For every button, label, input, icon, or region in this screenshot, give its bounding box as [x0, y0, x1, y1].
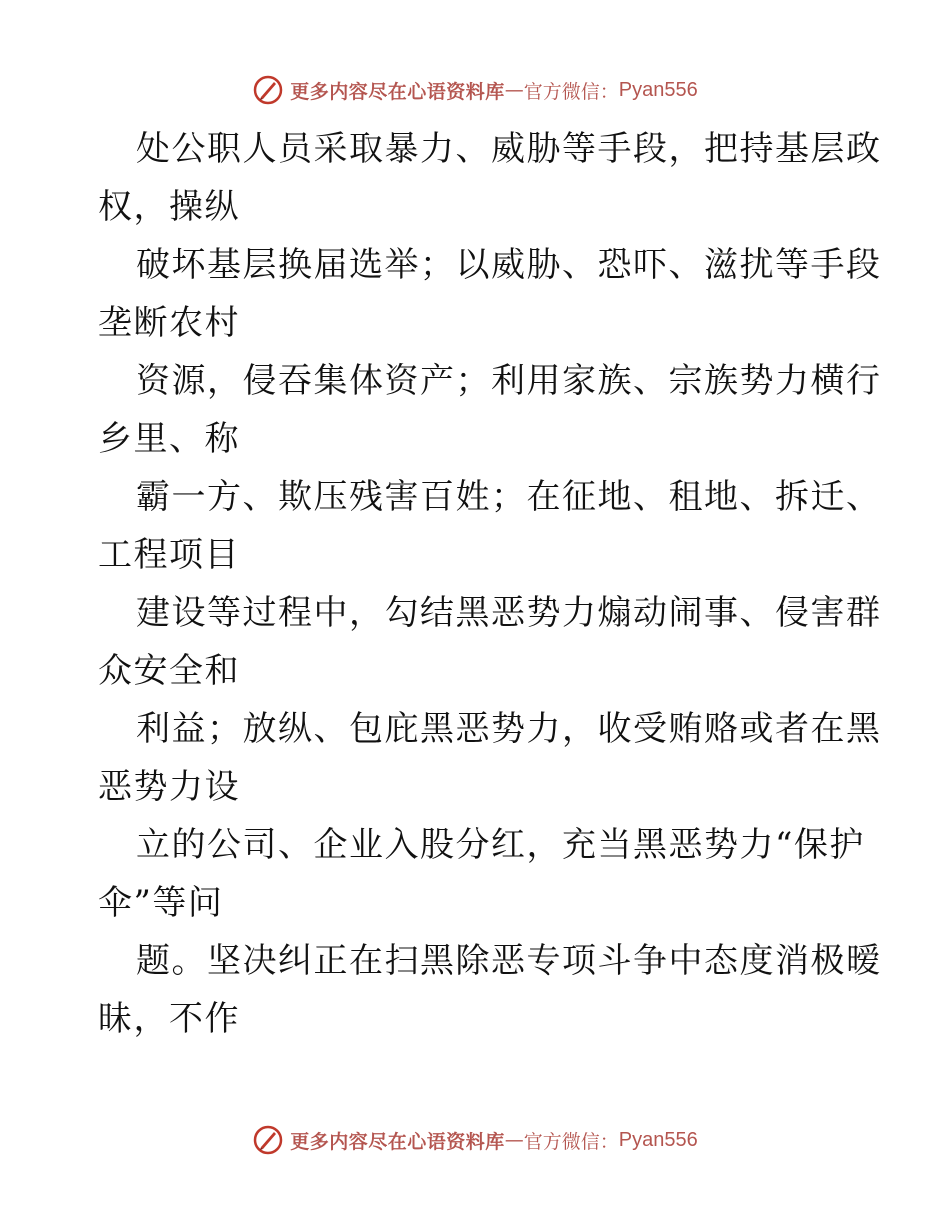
banner-wechat-handle: Pyan556: [618, 1128, 698, 1151]
paragraph: [98, 236, 882, 352]
document-body: [98, 120, 882, 1048]
text-line: 破坏基层换届选举；以威胁、恐吓、滋扰等手段: [136, 245, 882, 285]
banner-wechat-label: 官方微信：: [523, 1130, 619, 1153]
quill-logo-icon: [252, 74, 284, 106]
paragraph: [98, 584, 882, 700]
paragraph: [98, 120, 882, 236]
paragraph: [98, 700, 882, 816]
text-line: 垄断农村: [98, 303, 240, 343]
text-line: 众安全和: [98, 651, 240, 691]
banner-main-text: 更多内容尽在心语资料库: [290, 80, 505, 103]
text-line: 题。坚决纠正在扫黑除恶专项斗争中态度消极暧: [136, 941, 882, 981]
quill-logo-icon: [252, 1124, 284, 1156]
footer-watermark-banner: [0, 1120, 950, 1160]
paragraph: [98, 352, 882, 468]
text-line: 乡里、称: [98, 419, 240, 459]
banner-main-text: 更多内容尽在心语资料库: [290, 1130, 505, 1153]
text-line: 恶势力设: [98, 767, 240, 807]
banner-dash: —: [504, 79, 524, 101]
text-line: 伞”等问: [98, 883, 224, 923]
text-line: 立的公司、企业入股分红，充当黑恶势力“保护: [136, 825, 865, 865]
text-line: 权，操纵: [98, 187, 240, 227]
text-line: 霸一方、欺压残害百姓；在征地、租地、拆迁、: [136, 477, 882, 517]
text-line: 利益；放纵、包庇黑恶势力，收受贿赂或者在黑: [136, 709, 882, 749]
text-line: 昧，不作: [98, 999, 240, 1039]
text-line: 建设等过程中，勾结黑恶势力煽动闹事、侵害群: [136, 593, 882, 633]
text-line: 资源，侵吞集体资产；利用家族、宗族势力横行: [136, 361, 882, 401]
paragraph: [98, 816, 865, 932]
banner-wechat-label: 官方微信：: [523, 80, 619, 103]
paragraph: [98, 468, 882, 584]
text-line: 处公职人员采取暴力、威胁等手段，把持基层政: [136, 129, 882, 169]
header-watermark-banner: [0, 70, 950, 110]
text-line: 工程项目: [98, 535, 240, 575]
banner-wechat-handle: Pyan556: [618, 78, 698, 101]
banner-dash: —: [504, 1129, 524, 1151]
paragraph: [98, 932, 882, 1048]
